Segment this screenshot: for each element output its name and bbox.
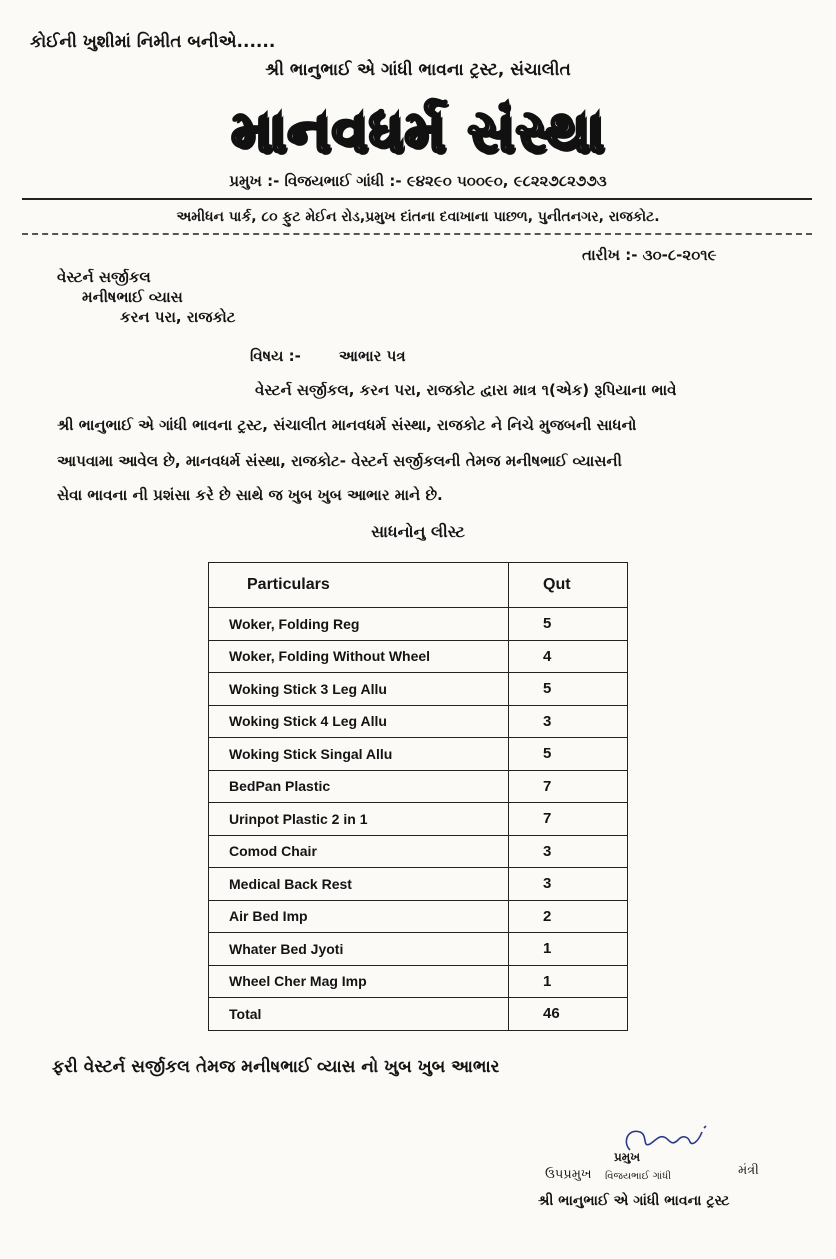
- header-rule-bottom: [22, 233, 812, 235]
- table-row: [209, 933, 628, 966]
- table-total-row: [209, 998, 628, 1031]
- recipient-address: કરન પરા, રાજકોટ: [120, 308, 236, 326]
- sign-mantri: મંત્રી: [738, 1163, 759, 1178]
- closing-thanks: ફરી વેસ્ટર્ન સર્જીકલ તેમજ મનીષભાઈ વ્યાસ નો ખુબ ખુબ આભાર: [52, 1057, 500, 1077]
- item-qty: 4: [509, 640, 628, 673]
- item-qty: 5: [509, 738, 628, 771]
- item-name: Woker, Folding Reg: [209, 608, 509, 641]
- item-qty: 3: [509, 835, 628, 868]
- item-name: BedPan Plastic: [209, 770, 509, 803]
- item-qty: 2: [509, 900, 628, 933]
- item-name: Whater Bed Jyoti: [209, 933, 509, 966]
- item-qty: 7: [509, 770, 628, 803]
- recipient-person: મનીષભાઈ વ્યાસ: [82, 288, 183, 306]
- sign-uppramukh: ઉપપ્રમુખ: [545, 1167, 592, 1182]
- body-line: વેસ્ટર્ન સર્જીકલ, કરન પરા, રાજકોટ દ્વારા માત્ર ૧(એક) રૂપિયાના ભાવે: [255, 381, 677, 399]
- tagline: કોઈની ખુશીમાં નિમીત બનીએ......: [30, 32, 276, 52]
- item-qty: 5: [509, 673, 628, 706]
- sign-pramukh: પ્રમુખ: [614, 1150, 641, 1164]
- item-name: Woker, Folding Without Wheel: [209, 640, 509, 673]
- recipient-company: વેસ્ટર્ન સર્જીકલ: [57, 268, 151, 286]
- body-line: શ્રી ભાનુભાઈ એ ગાંધી ભાવના ટ્રસ્ટ, સંચાલીત માનવધર્મ સંસ્થા, રાજકોટ ને નિચે મુજબની સાધનો: [57, 416, 637, 434]
- total-label: Total: [209, 998, 509, 1031]
- body-line: સેવા ભાવના ની પ્રશંસા કરે છે સાથે જ ખુબ ખુબ આભાર માને છે.: [57, 486, 443, 504]
- item-qty: 7: [509, 803, 628, 836]
- table-row: [209, 868, 628, 901]
- item-name: Medical Back Rest: [209, 868, 509, 901]
- table-header-row: [209, 563, 628, 608]
- trust-line: શ્રી ભાનુભાઈ એ ગાંધી ભાવના ટ્રસ્ટ, સંચાલીત: [265, 60, 571, 80]
- item-qty: 3: [509, 705, 628, 738]
- sign-name: વિજયભાઈ ગાંધી: [605, 1171, 672, 1182]
- item-name: Urinpot Plastic 2 in 1: [209, 803, 509, 836]
- item-qty: 3: [509, 868, 628, 901]
- table-row: [209, 640, 628, 673]
- header-rule-top: [22, 198, 812, 200]
- president-contact: પ્રમુખ :- વિજયભાઈ ગાંધી :- ૯૪૨૯૦ ૫૦૦૯૦, ૯૮૨૨૭૮૨૭૭૩: [229, 172, 607, 190]
- subject-label: વિષય :-: [250, 347, 301, 365]
- item-qty: 5: [509, 608, 628, 641]
- address-line: અમીધન પાર્ક, ૮૦ ફુટ મેઈન રોડ,પ્રમુખ દાંતના દવાખાના પાછળ, પુનીતનગર, રાજકોટ.: [176, 209, 660, 225]
- table-row: [209, 738, 628, 771]
- table-row: [209, 835, 628, 868]
- item-name: Air Bed Imp: [209, 900, 509, 933]
- item-qty: 1: [509, 965, 628, 998]
- items-table: [208, 562, 628, 1031]
- item-name: Woking Stick 4 Leg Allu: [209, 705, 509, 738]
- item-name: Woking Stick Singal Allu: [209, 738, 509, 771]
- table-row: [209, 965, 628, 998]
- table-row: [209, 705, 628, 738]
- item-qty: 1: [509, 933, 628, 966]
- subject-line: [250, 347, 406, 365]
- sign-trust: શ્રી ભાનુભાઈ એ ગાંધી ભાવના ટ્રસ્ટ: [538, 1193, 730, 1209]
- item-name: Woking Stick 3 Leg Allu: [209, 673, 509, 706]
- table-row: [209, 770, 628, 803]
- body-line: આપવામા આવેલ છે, માનવધર્મ સંસ્થા, રાજકોટ- વેસ્ટર્ન સર્જીકલની તેમજ મનીષભાઈ વ્યાસની: [57, 452, 622, 470]
- header-particulars: Particulars: [209, 563, 509, 608]
- letter-date: તારીખ :- ૩૦-૮-૨૦૧૯: [582, 246, 717, 264]
- table-row: [209, 673, 628, 706]
- total-value: 46: [509, 998, 628, 1031]
- list-title: સાધનોનુ લીસ્ટ: [371, 522, 465, 541]
- item-name: Wheel Cher Mag Imp: [209, 965, 509, 998]
- subject-value: આભાર પત્ર: [338, 347, 406, 365]
- organization-logo-title: માનવધર્મ સંસ્થા: [231, 97, 605, 165]
- table-row: [209, 803, 628, 836]
- header-qty: Qut: [509, 563, 628, 608]
- item-name: Comod Chair: [209, 835, 509, 868]
- table-row: [209, 608, 628, 641]
- table-row: [209, 900, 628, 933]
